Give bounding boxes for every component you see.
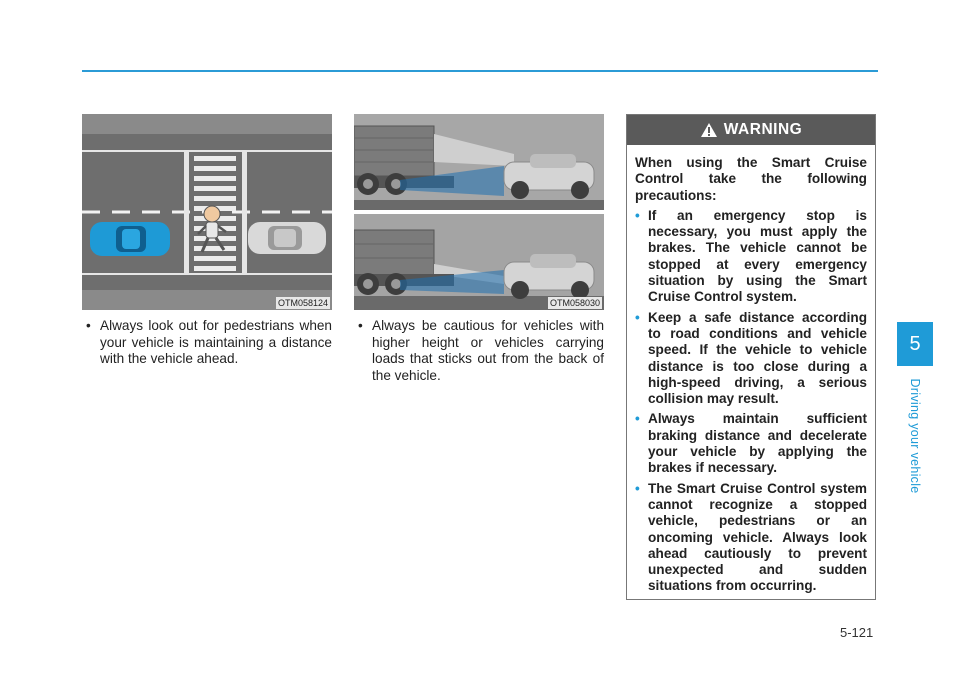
bullet-pedestrians — [86, 318, 332, 368]
warning-item-text: Always maintain sufficient braking distance and decelerate your vehicle by applying the brakes if necessary. — [648, 411, 867, 476]
figure-code: OTM058030 — [549, 298, 600, 308]
warning-item-text: Keep a safe distance according to road conditions and vehicle speed. If the vehicle to vehicle distance is too close during a high-speed driving, a serious collision may result. — [648, 309, 867, 407]
warning-box — [626, 114, 876, 600]
chapter-tab[interactable] — [897, 322, 933, 366]
page-number: 5-121 — [840, 625, 874, 640]
bullet-text: Always look out for pedestrians when your vehicle is maintaining a distance with the vehicle ahead. — [100, 318, 332, 366]
warning-item — [635, 208, 867, 306]
warning-intro: When using the Smart Cruise Control take the following precautions: — [635, 155, 867, 203]
chapter-title: Driving your vehicle — [908, 378, 922, 494]
chapter-label — [900, 372, 930, 500]
figure-truck-loads — [354, 114, 604, 310]
blue-car — [90, 222, 170, 256]
warning-body — [627, 145, 875, 595]
bullet-marker: • — [86, 318, 91, 333]
warning-item-text: The Smart Cruise Control system cannot recognize a stopped vehicle, pedestrians or an oncoming vehicle. Always look ahead cautiously to prevent unexpected and sudden situations from occurring. — [648, 480, 867, 594]
bullet-icon: • — [635, 480, 640, 496]
warning-item — [635, 411, 867, 476]
warning-title: WARNING — [723, 121, 803, 138]
warning-item-text: If an emergency stop is necessary, you must apply the brakes. The vehicle cannot be stopped at every emergency situation by using the Smart Cruise Control system. — [648, 207, 867, 305]
bullet-icon: • — [635, 207, 640, 223]
warning-triangle-icon — [700, 122, 718, 138]
white-car — [248, 222, 326, 254]
figure-pedestrian-crossing — [82, 114, 332, 310]
bullet-text: Always be cautious for vehicles with higher height or vehicles carrying loads that sticks out from the back of the vehicle. — [372, 318, 604, 383]
figure-code: OTM058124 — [277, 298, 328, 308]
truck-loads-illustration — [354, 114, 604, 310]
warning-item — [635, 481, 867, 595]
bullet-icon: • — [635, 411, 640, 427]
bullet-marker: • — [358, 318, 363, 333]
chapter-number: 5 — [909, 332, 921, 355]
header-rule — [82, 70, 878, 72]
bullet-icon: • — [635, 309, 640, 325]
pedestrian-crossing-illustration — [82, 114, 332, 310]
bullet-high-vehicles — [358, 318, 604, 384]
warning-item — [635, 310, 867, 408]
warning-header — [627, 115, 875, 145]
